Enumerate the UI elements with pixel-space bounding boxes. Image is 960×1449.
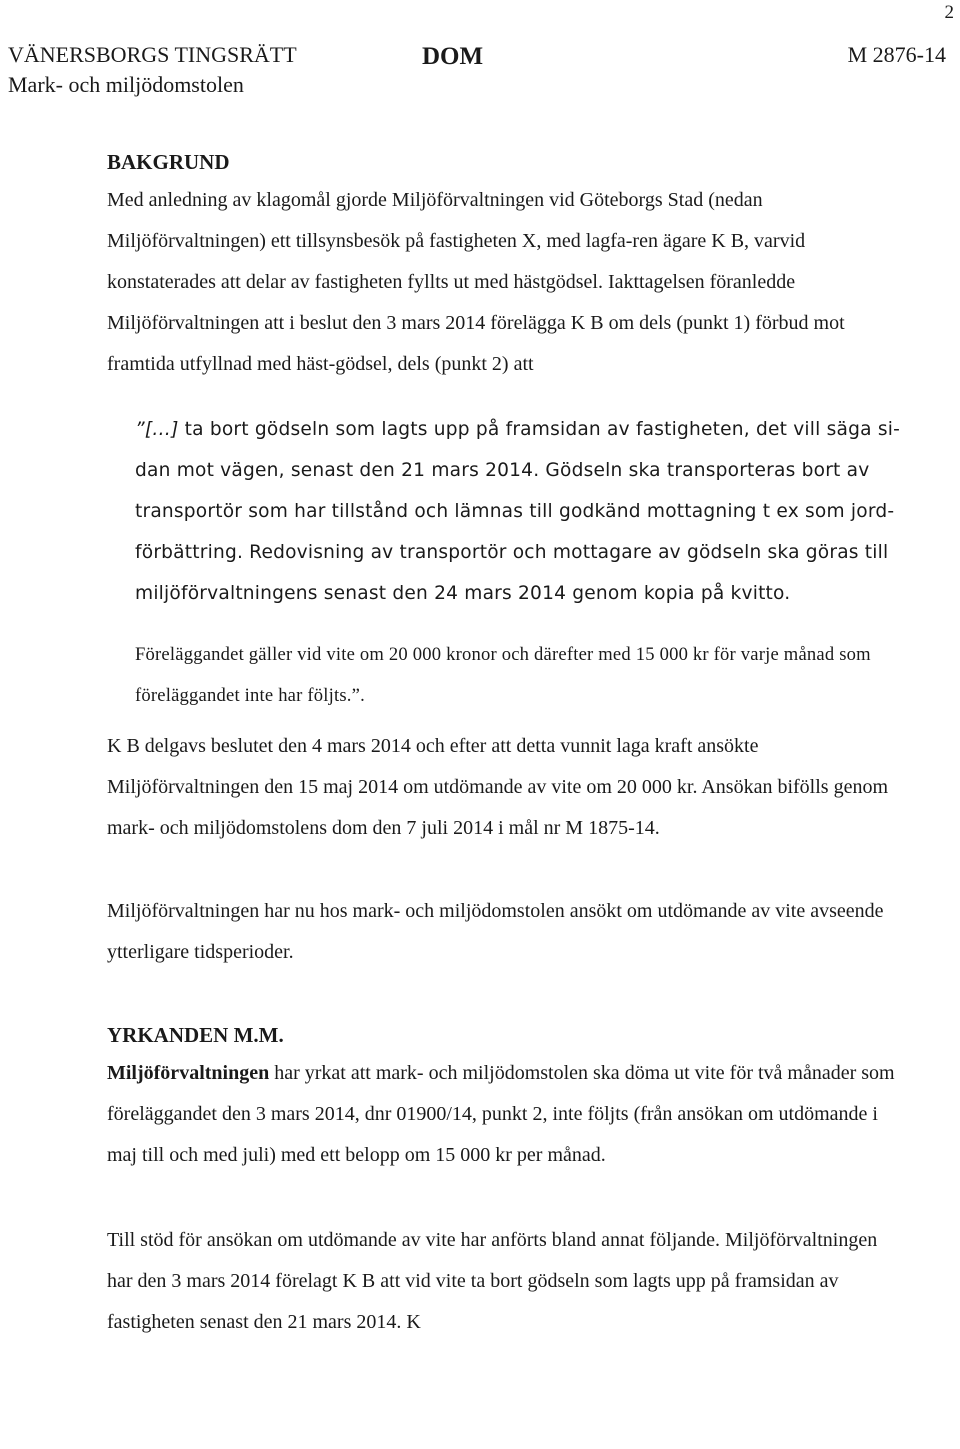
court-division: Mark- och miljödomstolen [8, 72, 244, 97]
background-paragraph-2: K B delgavs beslutet den 4 mars 2014 och efter att detta vunnit laga kraft ansökte Miljöförvaltningen den 15 maj 2014 om utdömande av vite om 20 000 kr. Ansökan bifölls genom mark- och miljödomstolens dom den 7 juli 2014 i mål nr M 1875-14. [107, 735, 889, 839]
quote-penalty: Föreläggandet gäller vid vite om 20 000 kronor och därefter med 15 000 kr för varje månad som föreläggandet inte har följts.”. [135, 644, 871, 706]
section-heading-claims: YRKANDEN M.M. [107, 1023, 284, 1047]
case-number: M 2876-14 [847, 42, 946, 67]
background-paragraph-3: Miljöförvaltningen har nu hos mark- och miljödomstolen ansökt om utdömande av vite avseende ytterligare tidsperioder. [107, 900, 884, 963]
quote-open-mark: ”[…] [135, 419, 179, 440]
claims-paragraph-2: Till stöd för ansökan om utdömande av vite har anförts bland annat följande. Miljöförvaltningen har den 3 mars 2014 förelagt K B att vid vite ta bort gödseln som lagts upp på framsidan av fastigheten senast den 21 mars 2014. K [107, 1229, 878, 1333]
document-type: DOM [422, 43, 484, 70]
quote-text: ta bort gödseln som lagts upp på framsidan av fastigheten, det vill säga si-dan mot vägen, senast den 21 mars 2014. Gödseln ska transporteras bort av transportör som har tillstånd och lämnas till godkänd mottagning t ex som jord-förbättring. Redovisning av transportör och mottagare av gödseln ska göras till miljöförvaltningens senast den 24 mars 2014 genom kopia på kvitto. [135, 419, 900, 604]
quote-body [135, 409, 907, 614]
court-header [8, 40, 297, 100]
document-body [107, 144, 907, 1343]
claims-paragraph-1 [107, 1053, 907, 1176]
background-paragraph-1: Med anledning av klagomål gjorde Miljöförvaltningen vid Göteborgs Stad (nedan Miljöförvaltningen) ett tillsynsbesök på fastigheten X, med lagfa-ren ägare K B, varvid konstaterades att delar av fastigheten fyllts ut med hästgödsel. Iakttagelsen föranledde Miljöförvaltningen att i beslut den 3 mars 2014 förelägga K B om dels (punkt 1) förbud mot framtida utfyllnad med häst-gödsel, dels (punkt 2) att [107, 189, 845, 375]
claims-paragraph-1-text: har yrkat att mark- och miljödomstolen ska döma ut vite för två månader som föreläggandet den 3 mars 2014, dnr 01900/14, punkt 2, inte följts (från ansökan om utdömande i maj till och med juli) med ett belopp om 15 000 kr per månad. [107, 1062, 895, 1166]
court-name: VÄNERSBORGS TINGSRÄTT [8, 42, 297, 67]
claims-party-name: Miljöförvaltningen [107, 1062, 270, 1084]
quoted-injunction [135, 409, 907, 716]
page-number: 2 [944, 2, 954, 23]
section-heading-background: BAKGRUND [107, 150, 230, 174]
